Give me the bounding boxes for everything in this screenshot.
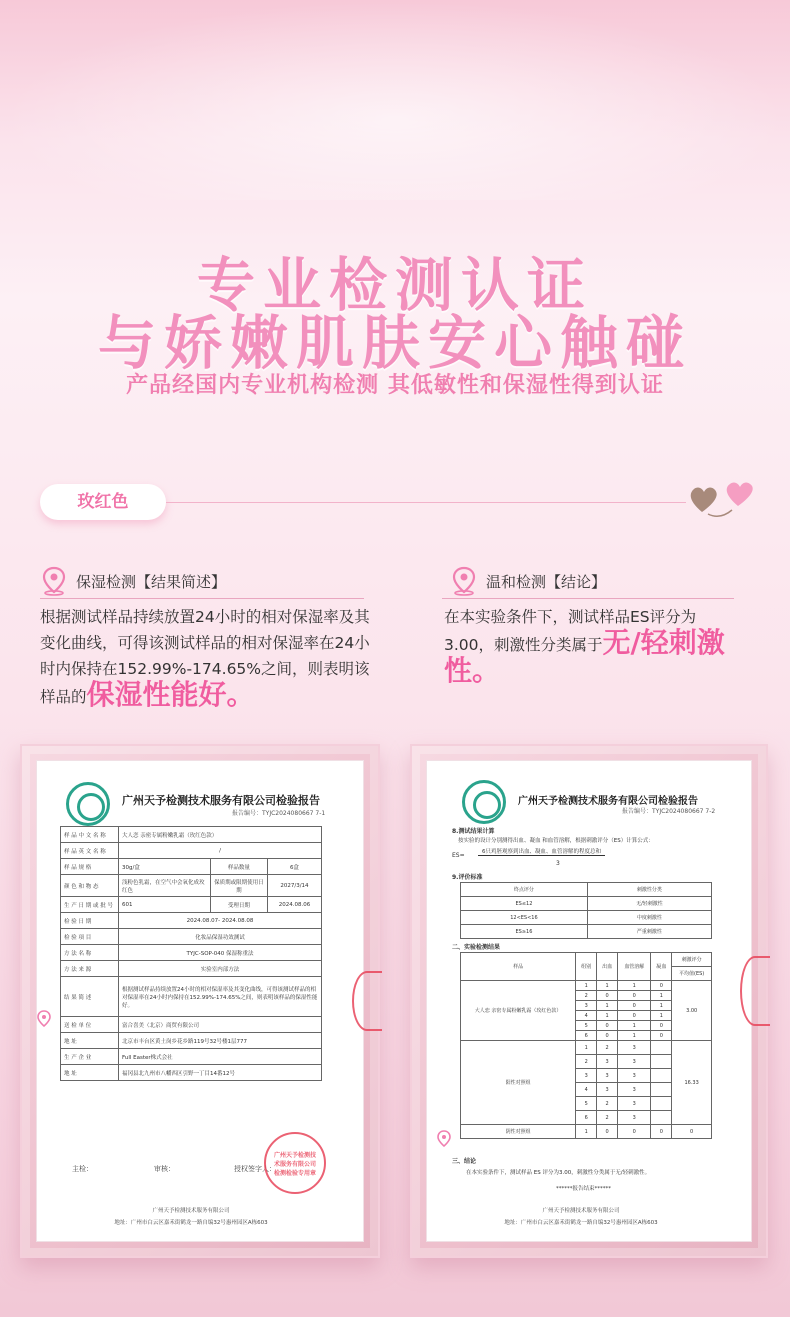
table-row xyxy=(61,1049,322,1065)
certificate-frame-left xyxy=(20,744,380,1258)
footer-company: 广州天予检测技术服务有限公司 xyxy=(542,1208,620,1214)
table-cell: 16.33 xyxy=(672,1041,712,1125)
table-cell: 0 xyxy=(618,1011,651,1021)
right-section-text xyxy=(444,604,740,686)
left-section-heading xyxy=(40,566,226,596)
table-cell: 大人恋 亲密专属粉嫩乳霜（玫红色款） xyxy=(461,981,576,1041)
es-formula: 6只鸡胚观察到出血、凝血、血管溶解的程度总和 xyxy=(478,847,605,856)
table-row xyxy=(461,1125,712,1139)
variant-pill[interactable]: 玫红色 xyxy=(40,484,166,520)
table-cell: Full Easter株式会社 xyxy=(119,1049,322,1065)
location-pin-icon xyxy=(450,566,478,596)
table-cell: 实验室内部方法 xyxy=(119,961,322,977)
certificate-title: 广州天予检测技术服务有限公司检验报告 xyxy=(122,794,320,807)
table-row xyxy=(61,843,322,859)
table-cell: 样品数量 xyxy=(210,859,267,875)
table-row xyxy=(61,827,322,843)
table-cell: 0 xyxy=(618,1125,651,1139)
table-cell: 2 xyxy=(597,1097,618,1111)
company-logo-icon xyxy=(462,780,506,824)
table-row xyxy=(461,953,712,967)
table-cell: 凝血 xyxy=(651,953,672,981)
footer-company: 广州天予检测技术服务有限公司 xyxy=(152,1208,230,1214)
table-cell: 2024.08.06 xyxy=(267,897,321,913)
table-cell: 2 xyxy=(597,1041,618,1055)
page-subtitle: 产品经国内专业机构检测 其低敏性和保湿性得到认证 xyxy=(126,373,664,398)
divider-line xyxy=(166,502,686,503)
table-cell: 3 xyxy=(618,1111,651,1125)
left-section-text xyxy=(40,604,370,710)
table-cell: 1 xyxy=(597,1001,618,1011)
page-title-line2: 与娇嫩肌肤安心触碰 xyxy=(97,309,692,377)
table-cell: 0 xyxy=(597,991,618,1001)
es-divisor: 3 xyxy=(556,860,560,867)
table-row xyxy=(461,897,712,911)
right-section-emphasis: 无/轻刺激性。 xyxy=(444,626,725,687)
report-number: 报告编号：TYJC2024080667 7-1 xyxy=(232,810,326,817)
table-cell: 浅粉色乳霜，在空气中会氧化成玫红色 xyxy=(119,875,211,897)
table-cell: 无/轻刺激性 xyxy=(587,897,711,911)
table-cell xyxy=(651,1097,672,1111)
table-row xyxy=(61,945,322,961)
table-cell: 2027/3/14 xyxy=(267,875,321,897)
table-row xyxy=(61,1033,322,1049)
table-cell: 中度刺激性 xyxy=(587,911,711,925)
certificate-frame-right xyxy=(410,744,768,1258)
table-cell: / xyxy=(119,843,322,859)
table-cell: 1 xyxy=(576,981,597,991)
table-cell: 30g/盒 xyxy=(119,859,211,875)
table-row xyxy=(461,1041,712,1055)
table-row xyxy=(61,961,322,977)
table-row xyxy=(61,859,322,875)
table-cell: 3 xyxy=(597,1083,618,1097)
footer-address: 地址：广州市白云区嘉禾街鹤龙一路自编32号惠州园区A栋603 xyxy=(504,1220,658,1226)
table-cell: 0 xyxy=(597,1125,618,1139)
table-cell: 福冈县北九州市八幡西区引野一丁目14番12号 xyxy=(119,1065,322,1081)
table-cell: 样 品 中 文 名 称 xyxy=(61,827,119,843)
table-cell: ES≥16 xyxy=(461,925,588,939)
table-cell: 检 验 项 目 xyxy=(61,929,119,945)
table-cell: 2 xyxy=(576,1055,597,1069)
table-cell: 1 xyxy=(651,1001,672,1011)
table-cell: 3 xyxy=(576,1069,597,1083)
table-row xyxy=(61,913,322,929)
hearts-icon xyxy=(688,480,758,520)
location-pin-icon xyxy=(40,566,68,596)
es-label: ES= xyxy=(452,852,465,859)
table-cell: 4 xyxy=(576,1011,597,1021)
left-section-label: 保湿检测【结果简述】 xyxy=(76,572,227,591)
table-row xyxy=(61,897,322,913)
section3-title: 三、结论 xyxy=(452,1158,477,1165)
conclusion-text: 在本实验条件下，测试样品 ES 评分为3.00，刺激性分类属于无/轻刺激性。 xyxy=(466,1170,651,1176)
table-cell: 2024.08.07- 2024.08.08 xyxy=(119,913,322,929)
table-cell xyxy=(651,1055,672,1069)
table-cell: 1 xyxy=(618,981,651,991)
table-cell: 3 xyxy=(618,1083,651,1097)
table-cell: 结 果 简 述 xyxy=(61,977,119,1017)
table-cell: 1 xyxy=(597,981,618,991)
edge-stamp xyxy=(740,956,770,1026)
table-cell: 6盒 xyxy=(267,859,321,875)
table-cell: 0 xyxy=(651,1021,672,1031)
right-section-label: 温和检测【结论】 xyxy=(486,572,607,591)
table-cell: 2 xyxy=(576,991,597,1001)
table-cell: 3 xyxy=(597,1055,618,1069)
table-cell: 保质期或限期使用日期 xyxy=(210,875,267,897)
table-cell: 刺激评分 xyxy=(672,953,712,967)
table-cell: 6 xyxy=(576,1031,597,1041)
table-cell: 生 产 日 期 或 批 号 xyxy=(61,897,119,913)
table-cell: 1 xyxy=(618,1031,651,1041)
table-cell xyxy=(651,1111,672,1125)
official-stamp: 广州天予检测技术服务有限公司 检测检验专用章 xyxy=(264,1132,326,1194)
table-row xyxy=(461,883,712,897)
table-cell: 0 xyxy=(618,1001,651,1011)
table-cell: 出血 xyxy=(597,953,618,981)
table-cell: 送 检 单 位 xyxy=(61,1017,119,1033)
table-cell: 2 xyxy=(597,1111,618,1125)
table-row xyxy=(61,977,322,1017)
table-cell: 地 址 xyxy=(61,1033,119,1049)
table-cell: 地 址 xyxy=(61,1065,119,1081)
signature-approve: 授权签字人： xyxy=(234,1165,276,1173)
certificate-title: 广州天予检测技术服务有限公司检验报告 xyxy=(518,796,698,807)
table-cell: 受理日期 xyxy=(210,897,267,913)
table-cell: 0 xyxy=(651,1125,672,1139)
table-cell: 4 xyxy=(576,1083,597,1097)
table-cell: 方 法 名 称 xyxy=(61,945,119,961)
table-row xyxy=(61,1017,322,1033)
table-cell: 1 xyxy=(576,1041,597,1055)
table-cell: 1 xyxy=(576,1125,597,1139)
result-table xyxy=(460,952,712,1139)
table-cell: 0 xyxy=(651,981,672,991)
table-cell: TYJC-SOP-040 保湿称重法 xyxy=(119,945,322,961)
table-cell: 阴性对照组 xyxy=(461,1125,576,1139)
table-cell: 血管溶解 xyxy=(618,953,651,981)
table-cell: 样 品 规 格 xyxy=(61,859,119,875)
table-cell xyxy=(651,1069,672,1083)
right-section-underline xyxy=(442,598,734,599)
table-cell: 1 xyxy=(651,991,672,1001)
table-cell: 5 xyxy=(576,1021,597,1031)
table-cell xyxy=(651,1041,672,1055)
table-cell: 严重刺激性 xyxy=(587,925,711,939)
table-cell: 大人恋 亲密专属粉嫩乳霜（玫红色款） xyxy=(119,827,322,843)
certificate-paper-right xyxy=(426,760,752,1242)
signature-review: 审核： xyxy=(154,1165,175,1173)
table-cell: 1 xyxy=(651,1011,672,1021)
table-cell: 6 xyxy=(576,1111,597,1125)
left-section-underline xyxy=(40,598,364,599)
edge-stamp xyxy=(352,971,382,1031)
table-cell: 北京市丰台区黄土岗乡花乡路119号32号楼1层777 xyxy=(119,1033,322,1049)
table-row xyxy=(61,929,322,945)
table-cell: 根据测试样品持续放置24小时的相对保湿率及其变化曲线，可得该测试样品的相对保湿率在24小时内保持在152.99%-174.65%之间，则表明该样品的保湿性能好。 xyxy=(119,977,322,1017)
section8-text: 按实验的设计分别测得出血、凝血 和血管溶解，根据刺激评分（ES）计算公式： xyxy=(458,838,654,844)
table-cell: 0 xyxy=(672,1125,712,1139)
table-cell: 3 xyxy=(618,1097,651,1111)
certificate-paper-left xyxy=(36,760,364,1242)
table-cell: 富合喜美（北京）商贸有限公司 xyxy=(119,1017,322,1033)
left-section-body: 根据测试样品持续放置24小时的相对保湿率及其变化曲线，可得该测试样品的相对保湿率在24小时内保持在152.99%-174.65%之间，则表明该样品的 xyxy=(40,608,370,706)
left-section-emphasis: 保湿性能好。 xyxy=(86,678,255,711)
table-cell: 样品 xyxy=(461,953,576,981)
section8-title: 8.测试结果计算 xyxy=(452,828,495,835)
page-title-line1: 专业检测认证 xyxy=(196,251,593,319)
report-end: ******报告结束****** xyxy=(556,1186,612,1192)
table-cell: 组别 xyxy=(576,953,597,981)
table-cell: 0 xyxy=(618,991,651,1001)
location-pin-icon xyxy=(36,1010,52,1030)
table-cell: 阳性对照组 xyxy=(461,1041,576,1125)
table-cell: 3 xyxy=(618,1055,651,1069)
report-number: 报告编号：TYJC2024080667 7-2 xyxy=(622,808,716,815)
table-cell: 3 xyxy=(618,1041,651,1055)
table-row xyxy=(461,911,712,925)
company-logo-icon xyxy=(66,782,110,826)
table-cell: 平均值(ES) xyxy=(672,967,712,981)
table-cell: 终点评分 xyxy=(461,883,588,897)
table-cell xyxy=(651,1083,672,1097)
table-cell: 样 品 英 文 名 称 xyxy=(61,843,119,859)
table-cell: 1 xyxy=(618,1021,651,1031)
table-cell: 3 xyxy=(597,1069,618,1083)
table-row xyxy=(461,925,712,939)
evaluation-table xyxy=(460,882,712,939)
table-cell: 1 xyxy=(597,1011,618,1021)
section2-title: 二、实验检测结果 xyxy=(452,944,501,951)
table-row xyxy=(61,1065,322,1081)
table-cell: 刺激性分类 xyxy=(587,883,711,897)
table-cell: 12<ES<16 xyxy=(461,911,588,925)
table-cell: 3 xyxy=(618,1069,651,1083)
right-section-heading xyxy=(450,566,606,596)
table-cell: 3.00 xyxy=(672,981,712,1041)
signature-main: 主检： xyxy=(72,1165,93,1173)
table-cell: 方 法 来 源 xyxy=(61,961,119,977)
table-cell: 0 xyxy=(597,1021,618,1031)
right-section-body: 在本实验条件下，测试样品ES评分为3.00，刺激性分类属于 xyxy=(444,608,697,654)
footer-address: 地址：广州市白云区嘉禾街鹤龙一路自编32号惠州园区A栋603 xyxy=(114,1220,268,1226)
location-pin-icon xyxy=(436,1130,452,1150)
table-cell: 0 xyxy=(597,1031,618,1041)
table-cell: 化妆品保湿功效测试 xyxy=(119,929,322,945)
table-row xyxy=(61,875,322,897)
certificate-table xyxy=(60,826,322,1081)
table-cell: 5 xyxy=(576,1097,597,1111)
top-glow xyxy=(0,0,790,200)
table-cell: 0 xyxy=(651,1031,672,1041)
table-row xyxy=(461,981,712,991)
table-cell: 3 xyxy=(576,1001,597,1011)
table-cell: 601 xyxy=(119,897,211,913)
table-cell: 检 验 日 期 xyxy=(61,913,119,929)
table-cell: ES≤12 xyxy=(461,897,588,911)
table-cell: 生 产 企 业 xyxy=(61,1049,119,1065)
table-cell: 颜 色 和 物 态 xyxy=(61,875,119,897)
section9-title: 9.评价标准 xyxy=(452,874,483,881)
